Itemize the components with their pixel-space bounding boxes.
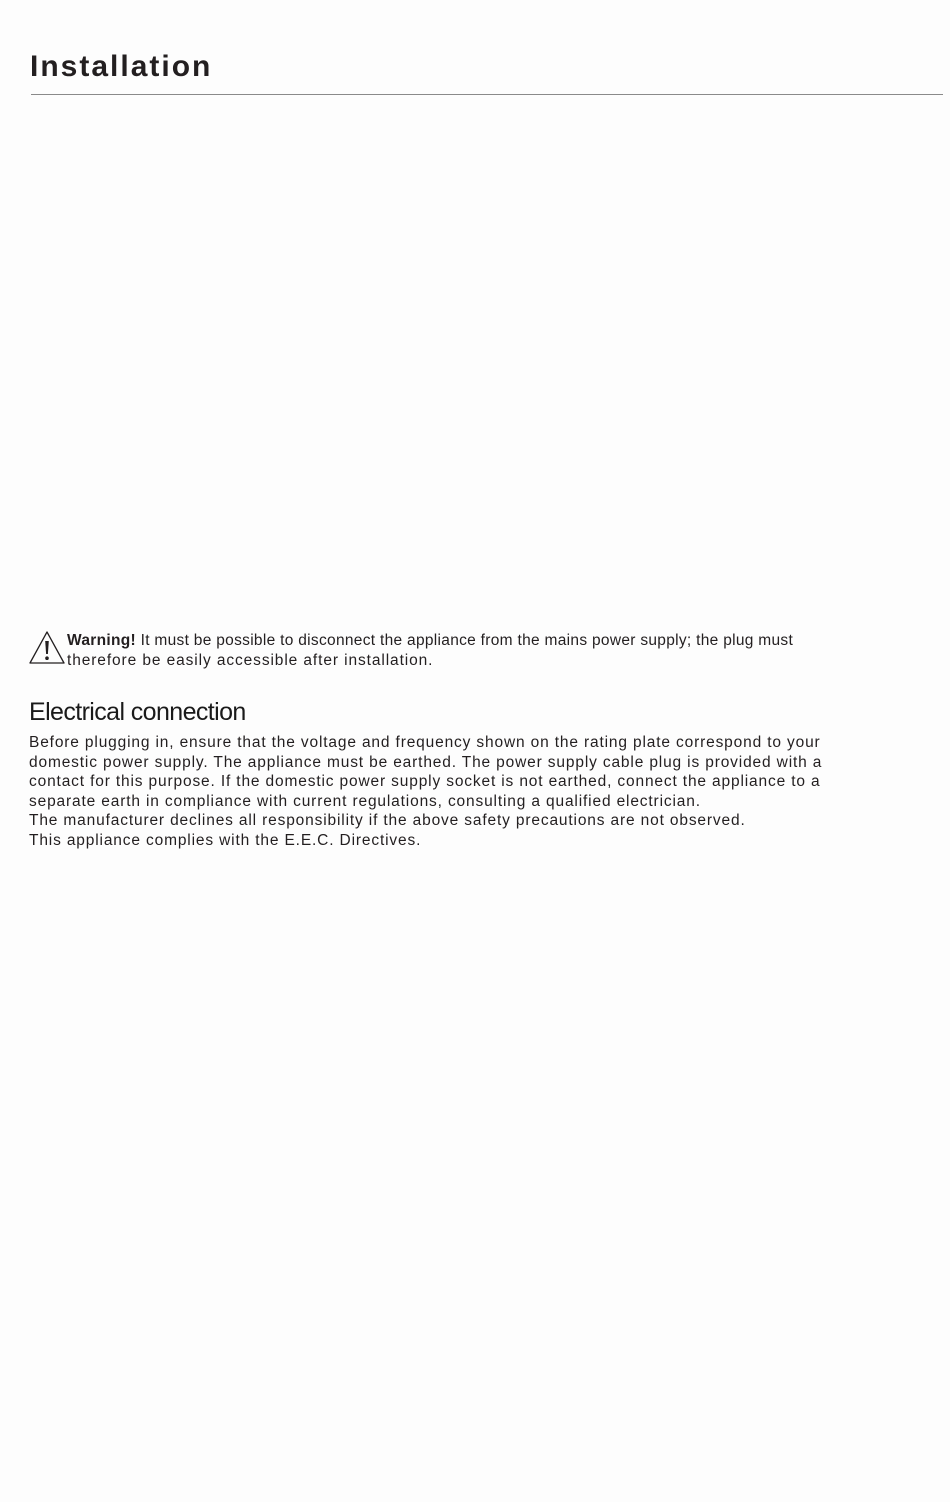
body-line: contact for this purpose. If the domestic power supply socket is not earthed, connect the appliance to a [29,773,821,791]
warning-triangle-icon [28,630,66,666]
electrical-connection-body [29,733,929,851]
warning-line-1: It must be possible to disconnect the appliance from the mains power supply; the plug must [135,632,794,649]
warning-line-2: therefore be easily accessible after installation. [67,652,434,669]
body-line: separate earth in compliance with current regulations, consulting a qualified electrician. [29,792,701,810]
warning-notice [28,630,928,674]
page-title: Installation [30,50,213,83]
electrical-connection-heading: Electrical connection [29,698,246,726]
body-line: The manufacturer declines all responsibility if the above safety precautions are not observed. [29,812,746,830]
body-line: This appliance complies with the E.E.C. Directives. [29,831,422,849]
warning-label: Warning! [67,632,136,649]
title-divider [31,94,943,95]
body-line: domestic power supply. The appliance must be earthed. The power supply cable plug is provided with a [29,753,823,771]
warning-text [67,631,927,671]
body-line: Before plugging in, ensure that the voltage and frequency shown on the rating plate correspond to your [29,734,821,751]
